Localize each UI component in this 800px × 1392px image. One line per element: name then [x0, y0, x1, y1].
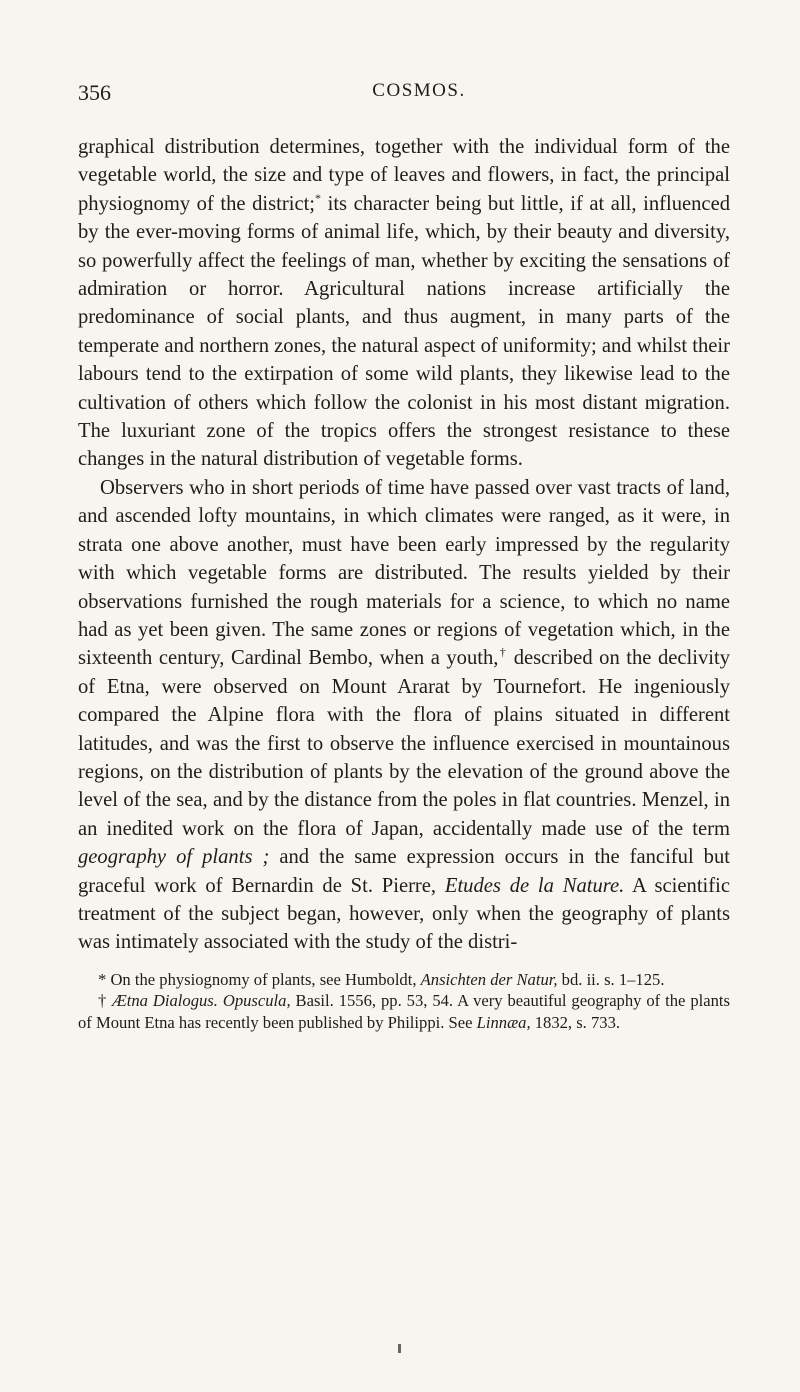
paragraph-2: [78, 474, 730, 957]
footnote-1: [78, 969, 730, 991]
footnote-2-title-1: Ætna Dialogus. Opuscula,: [112, 991, 291, 1011]
term-geography-of-plants: geography of plants ;: [78, 846, 270, 869]
footnote-1-title: Ansichten der Natur,: [420, 969, 558, 989]
footnote-2-lead: †: [98, 991, 113, 1011]
footnote-2-title-2: Linnæa,: [476, 1012, 531, 1032]
running-title: COSMOS.: [372, 80, 466, 101]
page-number: 356: [78, 80, 111, 105]
paragraph-2-text-c: and the same expression occurs in the fanciful but graceful work of Bernardin de St. Pierre,: [78, 846, 730, 897]
paragraph-1-text-b: its character being but little, if at all, influenced by the ever-moving forms of animal life, which, by their beauty and diversity, so powerfully affect the feelings of man, whether by exciting the sensations of admiration or horror. Agricultural nations increase artificially the predominance of social plants, and thus augment, in many parts of the temperate and northern zones, the natural aspect of uniformity; and whilst their labours tend to the extirpation of some wild plants, they likewise lead to the cultivation of others which follow the colonist in his most distant migration. The luxuriant zone of the tropics offers the strongest resistance to these changes in the natural distribution of vegetable forms.: [78, 192, 731, 471]
footnote-1-tail: bd. ii. s. 1–125.: [557, 969, 665, 989]
body-text: [78, 133, 730, 957]
paragraph-2-text-d: A scientific treatment of the subject began, however, only when the geography of plants was intimately associated with the study of the distri-: [78, 874, 730, 954]
footnotes: [78, 969, 730, 1034]
running-head: [78, 72, 730, 112]
footnote-2: [78, 990, 730, 1033]
paragraph-2-text-a: Observers who in short periods of time have passed over vast tracts of land, and ascended lofty mountains, in which climates were ranged, as it were, in strata one above another, must have been early impressed by the regularity with which vegetable forms are distributed. The results yielded by their observations furnished the rough materials for a science, to which no name had as yet been given. The same zones or regions of vegetation which, in the sixteenth century, Cardinal Bembo, when a youth,: [78, 476, 730, 670]
paragraph-2-text-b: described on the declivity of Etna, were observed on Mount Ararat by Tournefort. He ingeniously compared the Alpine flora with the flora of plains situated in different latitudes, and was the first to observe the influence exercised in mountainous regions, on the distribution of plants by the elevation of the ground above the level of the sea, and by the distance from the poles in flat countries. Menzel, in an inedited work on the flora of Japan, accidentally made use of the term: [78, 647, 731, 840]
print-speck: [398, 1344, 401, 1353]
title-etudes-de-la-nature: Etudes de la Nature.: [444, 874, 625, 897]
footnote-1-lead: * On the physiognomy of plants, see Humboldt,: [98, 969, 421, 989]
footnote-ref-asterisk: *: [315, 190, 322, 205]
footnote-ref-dagger: †: [498, 645, 508, 660]
footnote-2-tail: 1832, s. 733.: [530, 1012, 621, 1032]
footnote-2-mid: Basil. 1556, pp. 53, 54. A very beautiful geography of the plants of Mount Etna has recently been published by Philippi. See: [78, 991, 730, 1032]
paragraph-1: [78, 133, 730, 474]
paragraph-1-text-a: graphical distribution determines, together with the individual form of the vegetable world, the size and type of leaves and flowers, in fact, the principal physiognomy of the district;: [78, 136, 730, 215]
book-page: [78, 72, 730, 1034]
